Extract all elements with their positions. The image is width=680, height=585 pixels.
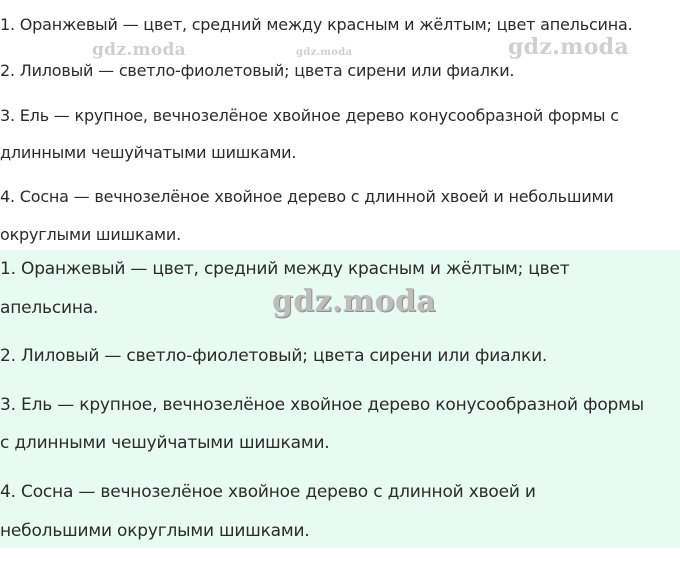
watermark: gdz.moda bbox=[92, 40, 186, 60]
answer-line-3b: длинными чешуйчатыми шишками. bbox=[0, 143, 297, 162]
watermark: gdz.moda bbox=[272, 284, 437, 319]
answer-line-1: 1. Оранжевый — цвет, средний между красным и жёлтым; цвет апельсина. bbox=[0, 15, 633, 34]
answer-line-4a: 4. Сосна — вечнозелёное хвойное дерево с длинной хвоей и bbox=[0, 482, 536, 502]
answer-line-4b: округлыми шишками. bbox=[0, 225, 182, 244]
answer-line-3a: 3. Ель — крупное, вечнозелёное хвойное дерево конусообразной формы с bbox=[0, 106, 619, 125]
watermark: gdz.moda bbox=[508, 34, 629, 60]
answer-line-1a: 1. Оранжевый — цвет, средний между красным и жёлтым; цвет bbox=[0, 259, 570, 279]
answer-line-1b: апельсина. bbox=[0, 298, 99, 318]
watermark: gdz.moda bbox=[296, 47, 353, 58]
answer-line-4b: небольшими округлыми шишками. bbox=[0, 521, 310, 541]
answer-line-3a: 3. Ель — крупное, вечнозелёное хвойное дерево конусообразной формы bbox=[0, 395, 644, 415]
answer-line-4a: 4. Сосна — вечнозелёное хвойное дерево с длинной хвоей и небольшими bbox=[0, 187, 614, 206]
answer-line-3b: с длинными чешуйчатыми шишками. bbox=[0, 433, 330, 453]
answer-line-2: 2. Лиловый — светло-фиолетовый; цвета сирени или фиалки. bbox=[0, 346, 548, 366]
answer-line-2: 2. Лиловый — светло-фиолетовый; цвета сирени или фиалки. bbox=[0, 61, 515, 80]
